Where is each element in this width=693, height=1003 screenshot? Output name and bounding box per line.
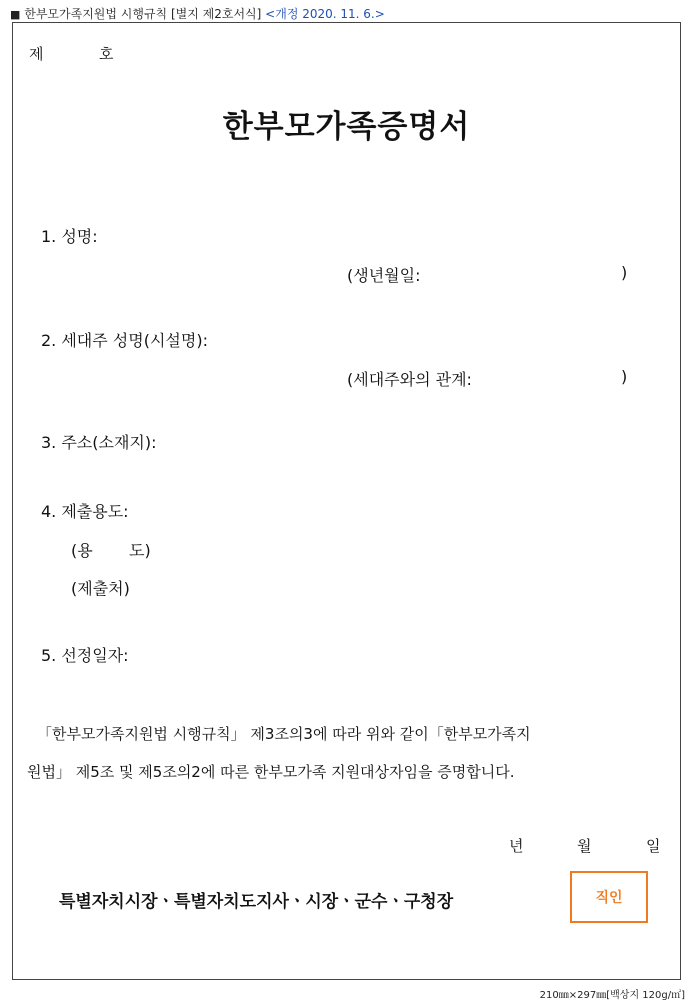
issuing-authority: 특별자치시장ㆍ특별자치도지사ㆍ시장ㆍ군수ㆍ구청장 [59,892,454,912]
certificate-form [12,22,681,980]
date-month-label: 월 [577,837,592,855]
purpose-sublabel-open: (용 [71,541,93,560]
item-selection-date-label: 5. 선정일자: [41,646,129,665]
item-household-head-label: 2. 세대주 성명(시설명): [41,331,208,350]
item-address-label: 3. 주소(소재지): [41,433,157,452]
relationship-label: (세대주와의 관계: [347,370,472,389]
item-name-label: 1. 성명: [41,227,98,246]
paper-spec: 210㎜×297㎜[백상지 120g/㎡] [539,990,685,1001]
relationship-close: ) [621,367,628,386]
number-label-prefix: 제 [29,45,44,63]
birthdate-label: (생년월일: [347,266,421,285]
form-reference: 한부모가족지원법 시행규칙 [별지 제2호서식] [24,7,262,21]
submission-destination-label: (제출처) [71,579,130,598]
date-year-label: 년 [509,837,524,855]
purpose-sublabel-close: 도) [129,541,151,560]
birthdate-close: ) [621,263,628,282]
number-label-suffix: 호 [99,45,114,63]
statement-line-1: 「한부모가족지원법 시행규칙」 제3조의3에 따라 위와 같이「한부모가족지 [37,725,531,743]
revision-note: <개정 2020. 11. 6.> [265,7,385,21]
statement-line-2: 원법」 제5조 및 제5조의2에 따른 한부모가족 지원대상자임을 증명합니다. [27,763,515,781]
document-title: 한부모가족증명서 [222,109,471,145]
item-purpose-label: 4. 제출용도: [41,502,129,521]
square-bullet-icon: ■ [10,8,21,21]
form-header [10,5,385,22]
official-seal-box: 직인 [570,871,648,923]
date-day-label: 일 [646,837,661,855]
